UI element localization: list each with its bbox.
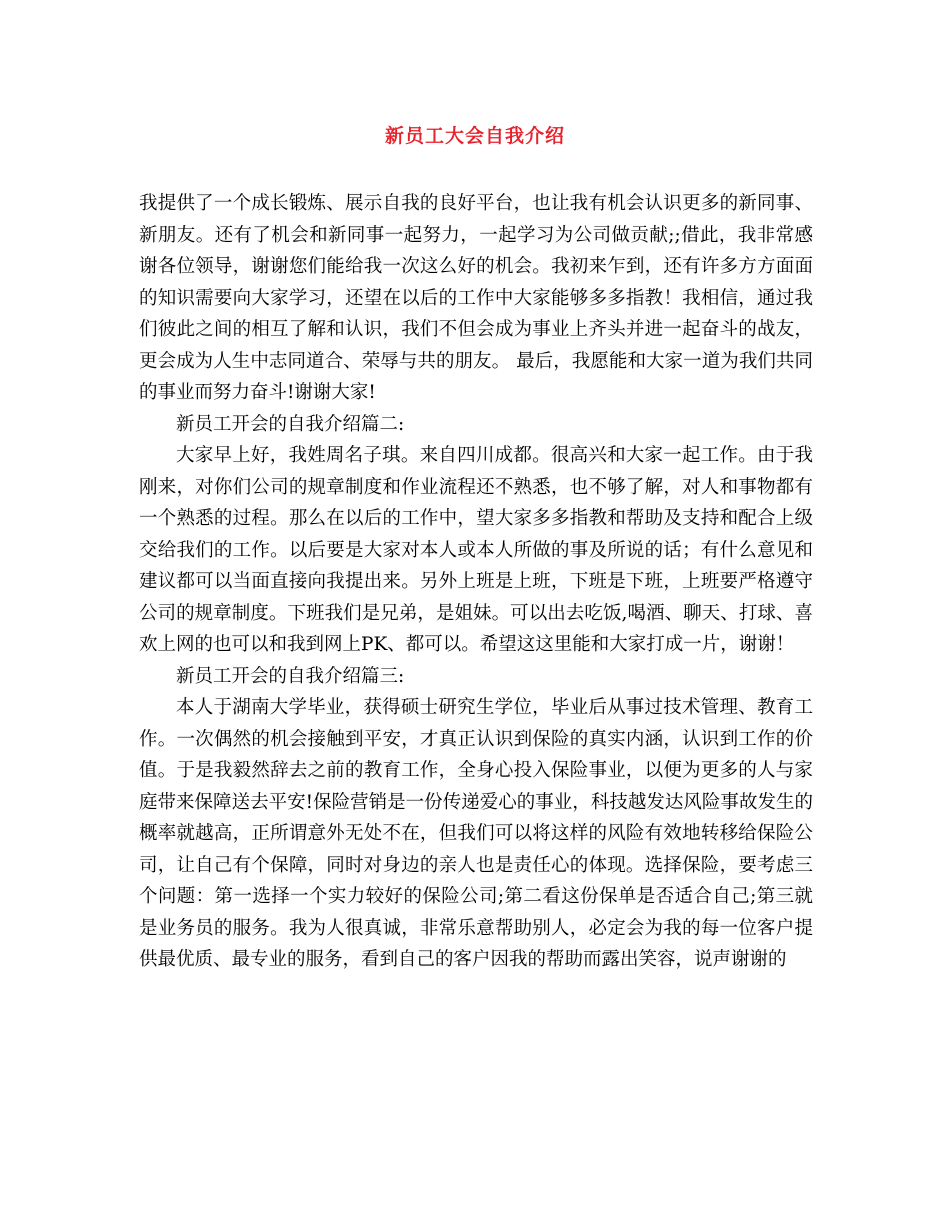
paragraph-part-three: 本人于湖南大学毕业，获得硕士研究生学位，毕业后从事过技术管理、教育工作。一次偶然的机会接触到平安，才真正认识到保险的真实内涵，认识到工作的价值。于是我毅然辞去之前的教育工作，全身心投入保险事业，以便为更多的人与家庭带来保障送去平安!保险营销是一份传递爱心的事业，科技越发达风险事故发生的概率就越高，正所谓意外无处不在，但我们可以将这样的风险有效地转移给保险公司，让自己有个保障，同时对身边的亲人也是责任心的体现。选择保险，要考虑三个问题：第一选择一个实力较好的保险公司;第二看这份保单是否适合自己;第三就是业务员的服务。我为人很真诚，非常乐意帮助别人，必定会为我的每一位客户提供最优质、最专业的服务，看到自己的客户因我的帮助而露出笑容，说声谢谢的 xyxy=(139,697,813,970)
section-heading-part-three: 新员工开会的自我介绍篇三: xyxy=(176,665,405,687)
paragraph-part-two: 大家早上好，我姓周名子琪。来自四川成都。很高兴和大家一起工作。由于我刚来，对你们公司的规章制度和作业流程还不熟悉，也不够了解，对人和事物都有一个熟悉的过程。那么在以后的工作中，望大家多多指教和帮助及支持和配合上级交给我们的工作。以后要是大家对本人或本人所做的事及所说的话；有什么意见和建议都可以当面直接向我提出来。另外上班是上班，下班是下班，上班要严格遵守公司的规章制度。下班我们是兄弟，是姐妹。可以出去吃饭,喝酒、聊天、打球、喜欢上网的也可以和我到网上PK、都可以。希望这这里能和大家打成一片，谢谢！ xyxy=(139,445,813,655)
document-title: 新员工大会自我介绍 xyxy=(384,125,565,147)
section-heading-part-two: 新员工开会的自我介绍篇二: xyxy=(176,413,405,435)
document-body xyxy=(139,188,813,976)
paragraph-intro-continued: 我提供了一个成长锻炼、展示自我的良好平台，也让我有机会认识更多的新同事、新朋友。还有了机会和新同事一起努力，一起学习为公司做贡献;;借此，我非常感谢各位领导，谢谢您们能给我一次这么好的机会。我初来乍到，还有许多方方面面的知识需要向大家学习，还望在以后的工作中大家能够多多指教！我相信，通过我们彼此之间的相互了解和认识，我们不但会成为事业上齐头并进一起奋斗的战友，更会成为人生中志同道合、荣辱与共的朋友。 最后，我愿能和大家一道为我们共同的事业而努力奋斗!谢谢大家! xyxy=(139,193,813,403)
